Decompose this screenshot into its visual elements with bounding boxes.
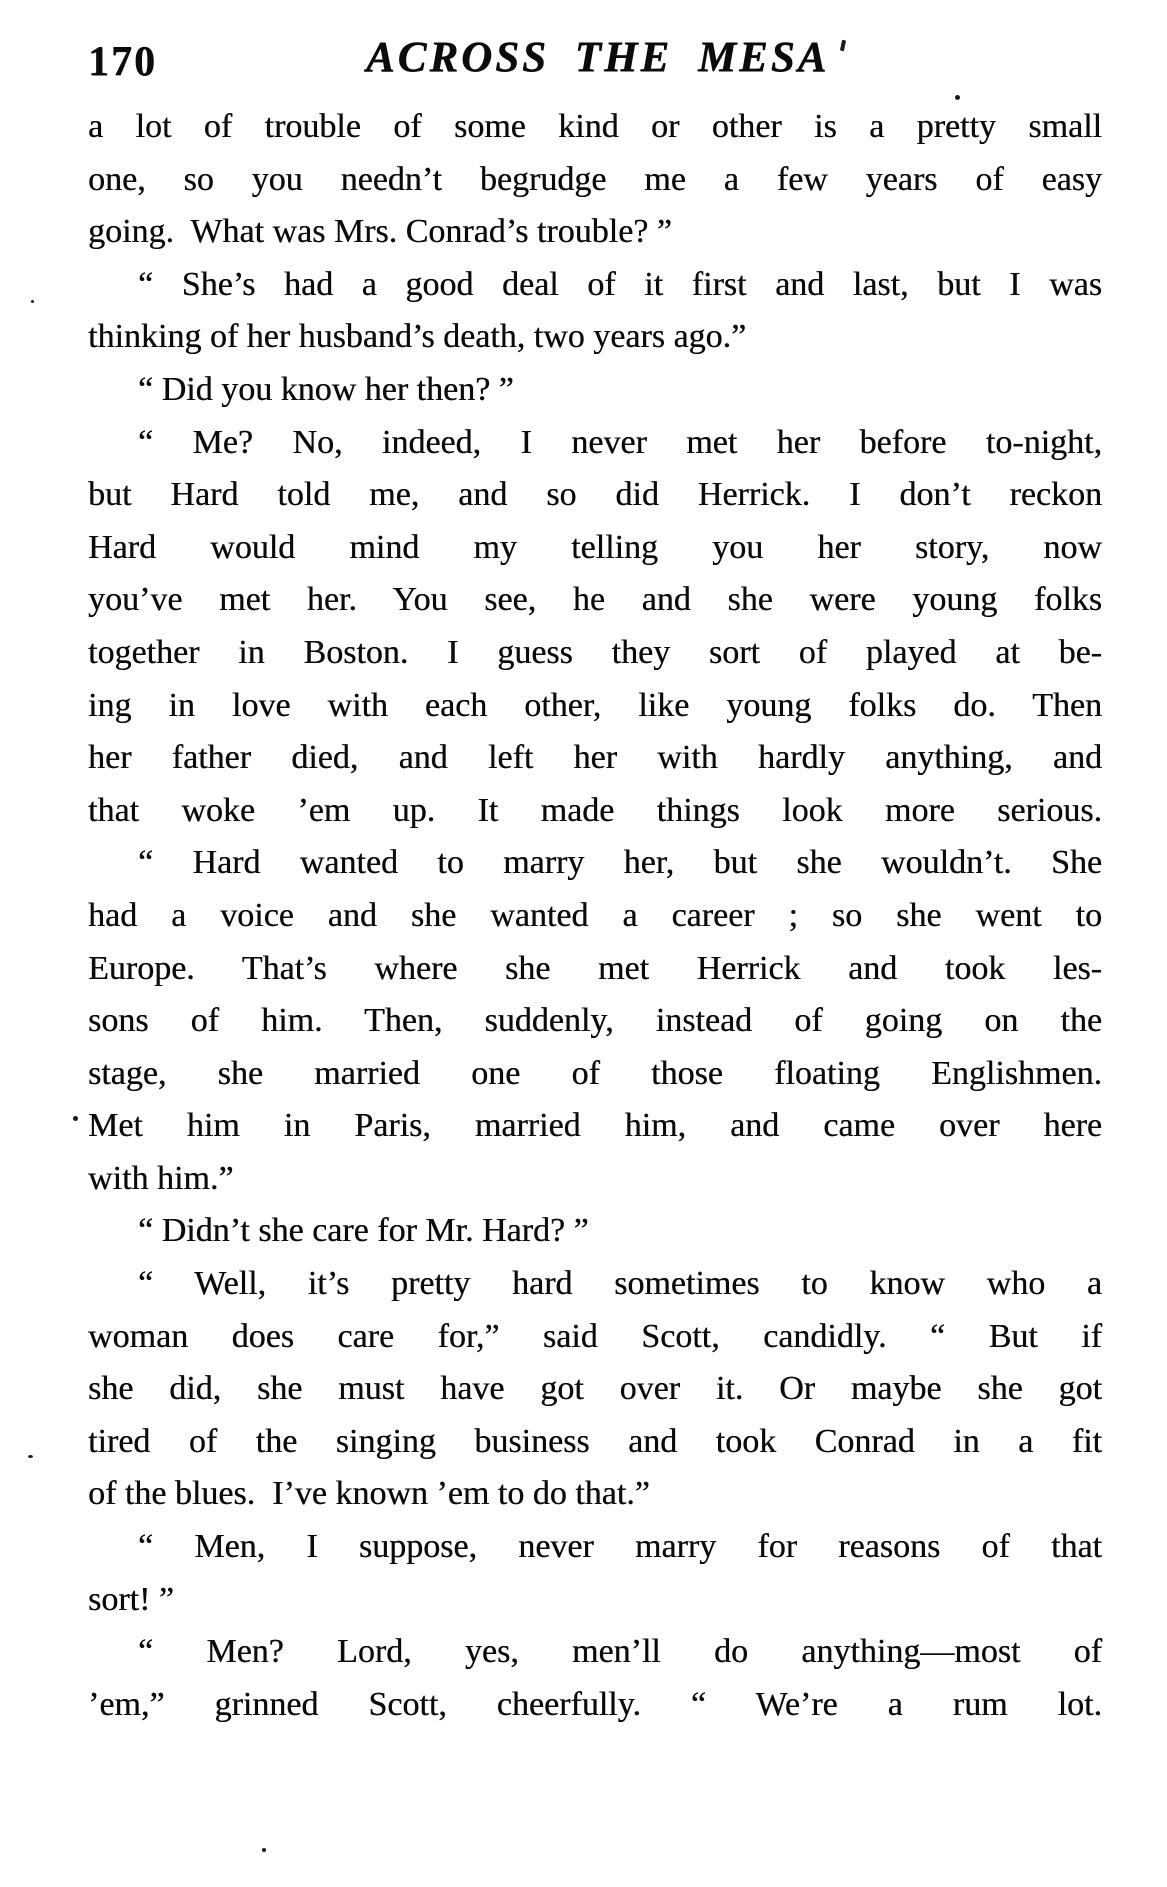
text-line: “ Did you know her then? ” bbox=[138, 370, 514, 408]
text-line: thinking of her husband’s death, two years ago.” bbox=[88, 318, 747, 356]
text-line: she did, she must have got over it. Or maybe she got bbox=[88, 1370, 1102, 1408]
page-body-text bbox=[88, 101, 1102, 1731]
text-line: Europe. That’s where she met Herrick and took les- bbox=[88, 949, 1102, 987]
text-line: “ Men? Lord, yes, men’ll do anything—most of bbox=[138, 1633, 1102, 1671]
text-line: “ Well, it’s pretty hard sometimes to know who a bbox=[138, 1265, 1102, 1303]
text-line: Met him in Paris, married him, and came over here bbox=[88, 1107, 1102, 1145]
running-title: ACROSS THE MESA bbox=[366, 34, 830, 81]
scan-speck bbox=[31, 300, 34, 303]
text-line: sort! ” bbox=[88, 1580, 174, 1618]
text-line: of the blues. I’ve known ’em to do that.” bbox=[88, 1475, 650, 1513]
text-line: together in Boston. I guess they sort of played at be- bbox=[88, 633, 1102, 671]
text-line: sons of him. Then, suddenly, instead of going on the bbox=[88, 1002, 1102, 1040]
scan-speck bbox=[262, 1848, 266, 1852]
text-line: her father died, and left her with hardly anything, and bbox=[88, 739, 1102, 777]
text-line: “ Hard wanted to marry her, but she wouldn’t. She bbox=[138, 844, 1102, 882]
text-line: “ She’s had a good deal of it first and last, but I was bbox=[138, 265, 1102, 303]
text-line: that woke ’em up. It made things look more serious. bbox=[88, 791, 1102, 829]
text-line: ing in love with each other, like young folks do. Then bbox=[88, 686, 1102, 724]
scan-speck bbox=[955, 95, 960, 100]
text-line: tired of the singing business and took Conrad in a fit bbox=[88, 1422, 1102, 1460]
page-number: 170 bbox=[88, 39, 157, 85]
text-line: had a voice and she wanted a career ; so she went to bbox=[88, 896, 1102, 934]
text-line: you’ve met her. You see, he and she were young folks bbox=[88, 581, 1102, 619]
text-line: a lot of trouble of some kind or other is a pretty small bbox=[88, 108, 1102, 145]
text-line: “ Me? No, indeed, I never met her before to-night, bbox=[138, 423, 1102, 461]
text-line: going. What was Mrs. Conrad’s trouble? ” bbox=[88, 213, 672, 251]
text-line: one, so you needn’t begrudge me a few years of easy bbox=[88, 160, 1102, 198]
text-line: Hard would mind my telling you her story, now bbox=[88, 528, 1102, 566]
text-line: but Hard told me, and so did Herrick. I don’t reckon bbox=[88, 476, 1102, 514]
text-line: ’em,” grinned Scott, cheerfully. “ We’re a rum lot. bbox=[88, 1685, 1102, 1723]
text-line: with him.” bbox=[88, 1159, 234, 1197]
scan-speck bbox=[73, 1116, 78, 1121]
text-line: woman does care for,” said Scott, candidly. “ But if bbox=[88, 1317, 1102, 1355]
text-line: “ Didn’t she care for Mr. Hard? ” bbox=[138, 1212, 589, 1250]
text-line: “ Men, I suppose, never marry for reasons of that bbox=[138, 1528, 1102, 1566]
scan-speck bbox=[840, 40, 846, 52]
text-line: stage, she married one of those floating Englishmen. bbox=[88, 1054, 1102, 1092]
scan-speck bbox=[28, 1455, 33, 1458]
